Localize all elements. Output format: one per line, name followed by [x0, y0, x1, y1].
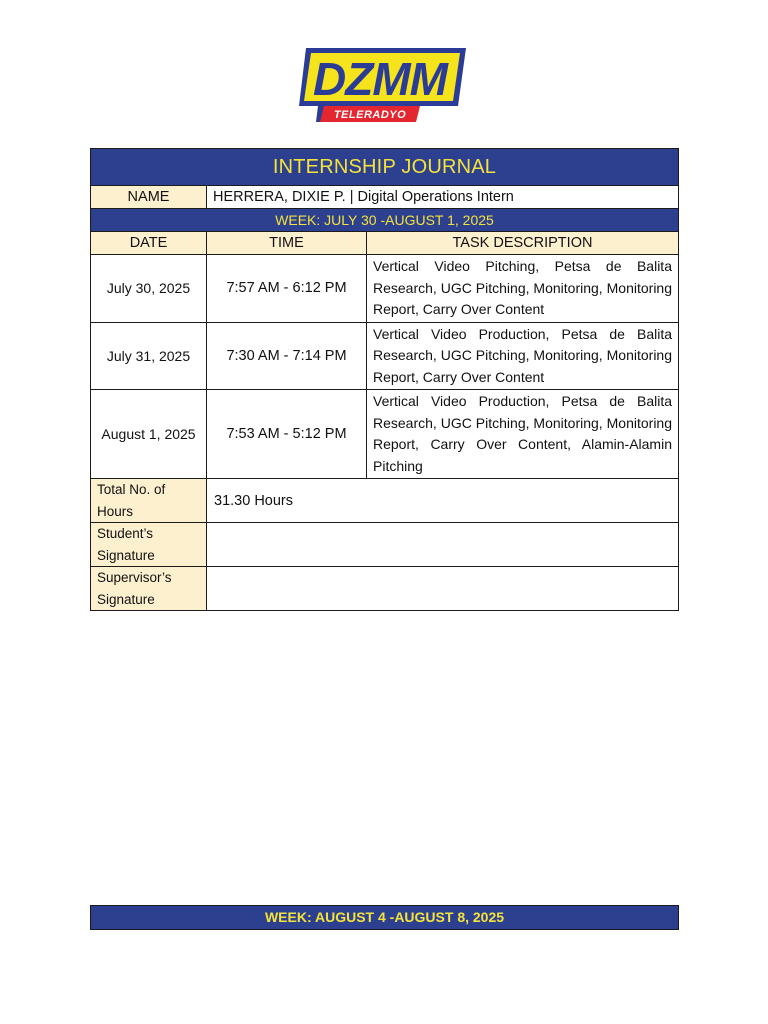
total-hours-row: [91, 479, 679, 523]
total-hours-value: 31.30 Hours: [207, 479, 679, 523]
entry-task: Vertical Video Production, Petsa de Balita Research, UGC Pitching, Monitoring, Monitoring Report, Carry Over Content: [367, 322, 679, 390]
entry-time: 7:57 AM - 6:12 PM: [207, 255, 367, 323]
internship-journal-table: [90, 148, 679, 611]
time-header: TIME: [207, 232, 367, 255]
supervisor-signature-row: [91, 567, 679, 611]
total-hours-label: Total No. of Hours: [91, 479, 207, 523]
entry-date: July 30, 2025: [91, 255, 207, 323]
entry-task: Vertical Video Pitching, Petsa de Balita Research, UGC Pitching, Monitoring, Monitoring Report, Carry Over Content: [367, 255, 679, 323]
supervisor-signature-label: Supervisor’s Signature: [91, 567, 207, 611]
next-week-header: WEEK: AUGUST 4 -AUGUST 8, 2025: [90, 905, 679, 930]
journal-entry-row: [91, 255, 679, 323]
column-header-row: [91, 232, 679, 255]
date-header: DATE: [91, 232, 207, 255]
entry-time: 7:53 AM - 5:12 PM: [207, 390, 367, 479]
entry-date: August 1, 2025: [91, 390, 207, 479]
dzmm-teleradyo-logo: [296, 42, 470, 126]
entry-task: Vertical Video Production, Petsa de Balita Research, UGC Pitching, Monitoring, Monitoring Report, Carry Over Content, Alamin-Alamin Pitching: [367, 390, 679, 479]
logo-sub-text: TELERADYO: [333, 109, 407, 121]
name-row: [91, 186, 679, 209]
student-signature-row: [91, 523, 679, 567]
entry-date: July 31, 2025: [91, 322, 207, 390]
student-signature-label: Student’s Signature: [91, 523, 207, 567]
journal-title: INTERNSHIP JOURNAL: [91, 149, 679, 186]
journal-entry-row: [91, 322, 679, 390]
journal-entry-row: [91, 390, 679, 479]
journal-title-row: [91, 149, 679, 186]
week-label: WEEK: JULY 30 -AUGUST 1, 2025: [91, 209, 679, 232]
logo-main-text: DZMM: [313, 53, 447, 105]
supervisor-signature-field[interactable]: [207, 567, 679, 611]
entry-time: 7:30 AM - 7:14 PM: [207, 322, 367, 390]
student-signature-field[interactable]: [207, 523, 679, 567]
task-header: TASK DESCRIPTION: [367, 232, 679, 255]
name-label: NAME: [91, 186, 207, 209]
week-row: [91, 209, 679, 232]
name-value: HERRERA, DIXIE P. | Digital Operations Intern: [207, 186, 679, 209]
